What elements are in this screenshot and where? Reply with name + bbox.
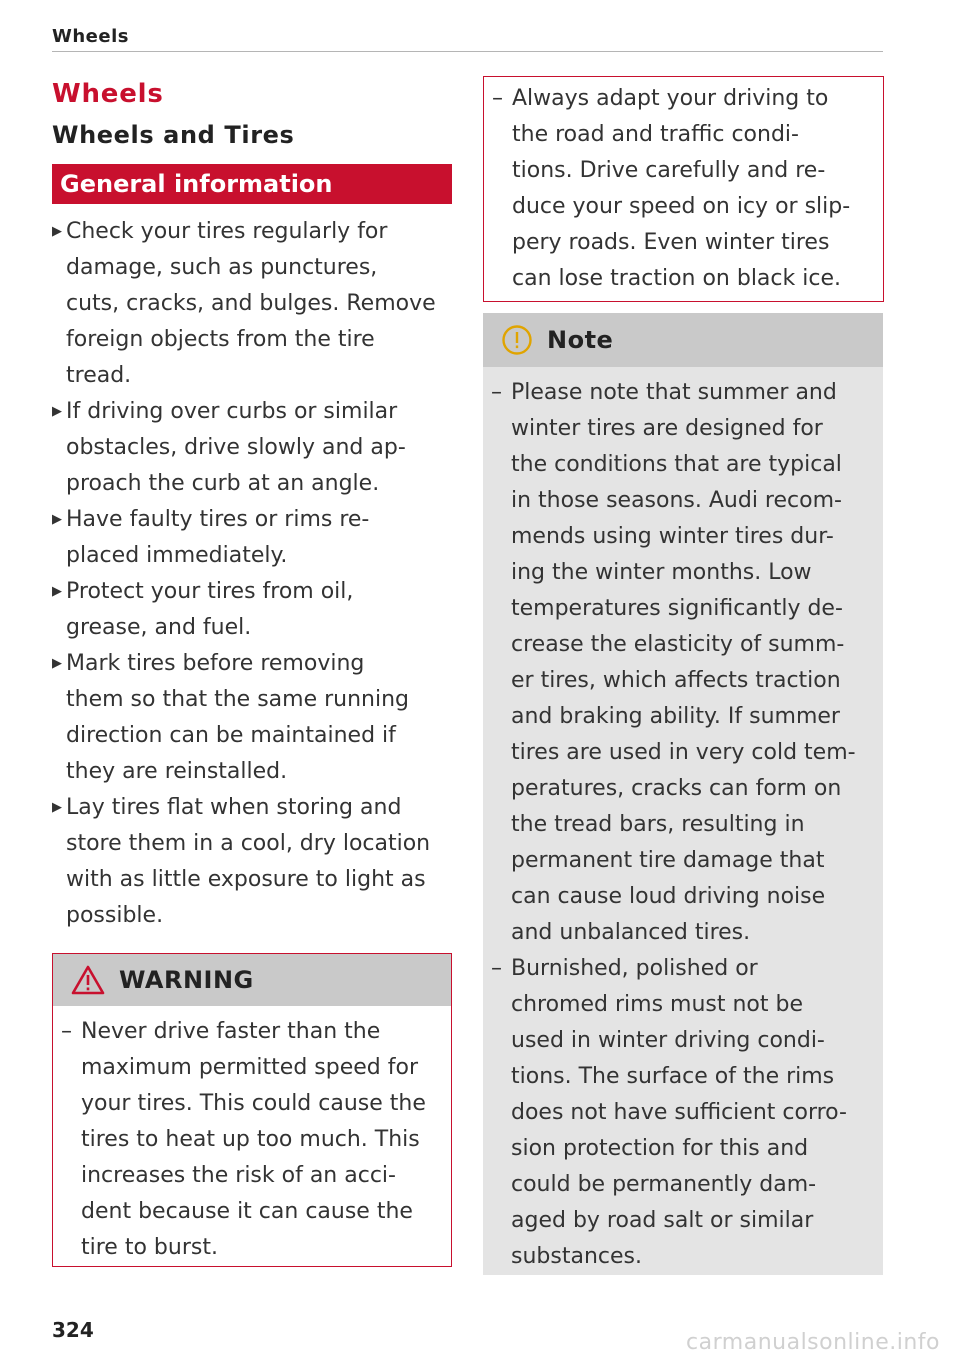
list-item (491, 375, 871, 951)
triangle-right-icon: ▶ (52, 656, 62, 671)
triangle-right-icon: ▶ (52, 404, 62, 419)
text-line: mends using winter tires dur- (511, 524, 834, 549)
warning-triangle-icon (71, 965, 105, 995)
text-line: winter tires are designed for (511, 416, 823, 441)
text-line: sion protection for this and (511, 1136, 809, 1161)
text-line: tire to burst. (81, 1235, 218, 1260)
text-line: Lay tires flat when storing and (66, 795, 402, 820)
text-line: substances. (511, 1244, 642, 1269)
dash-marker: – (491, 380, 502, 405)
text-line: and braking ability. If summer (511, 704, 840, 729)
text-line: proach the curb at an angle. (66, 471, 380, 496)
warning-continued-list (484, 77, 883, 303)
list-item (61, 1014, 439, 1266)
text-line: permanent tire damage that (511, 848, 825, 873)
note-box (483, 313, 883, 1275)
text-line: the tread bars, resulting in (511, 812, 805, 837)
note-header (483, 313, 883, 367)
text-line: ing the winter months. Low (511, 560, 812, 585)
note-title: Note (547, 326, 614, 354)
text-line: cuts, cracks, and bulges. Remove (66, 291, 436, 316)
warning-header (53, 954, 451, 1006)
text-line: If driving over curbs or similar (66, 399, 398, 424)
text-line: peratures, cracks can form on (511, 776, 842, 801)
text-line: with as little exposure to light as (66, 867, 426, 892)
text-line: they are reinstalled. (66, 759, 288, 784)
instruction-list (52, 214, 452, 934)
header-divider (52, 51, 883, 52)
note-list (483, 367, 883, 1281)
text-line: in those seasons. Audi recom- (511, 488, 842, 513)
text-line: Check your tires regularly for (66, 219, 388, 244)
text-line: placed immediately. (66, 543, 288, 568)
text-line: Please note that summer and (511, 380, 837, 405)
warning-box (52, 953, 452, 1267)
triangle-right-icon: ▶ (52, 224, 62, 239)
triangle-right-icon: ▶ (52, 512, 62, 527)
warning-list (53, 1006, 451, 1272)
text-line: tread. (66, 363, 132, 388)
text-line: Have faulty tires or rims re- (66, 507, 370, 532)
text-line: could be permanently dam- (511, 1172, 817, 1197)
left-column (52, 70, 452, 934)
watermark: carmanualsonline.info (686, 1330, 940, 1355)
dash-marker: – (492, 86, 503, 111)
text-line: your tires. This could cause the (81, 1091, 426, 1116)
list-item (52, 214, 452, 394)
text-line: temperatures significantly de- (511, 596, 843, 621)
list-item (492, 81, 871, 297)
exclamation-circle-icon (501, 324, 533, 356)
list-item (52, 574, 452, 646)
text-line: Always adapt your driving to (512, 86, 829, 111)
text-line: increases the risk of an acci- (81, 1163, 396, 1188)
list-item (52, 646, 452, 790)
text-line: store them in a cool, dry location (66, 831, 431, 856)
text-line: used in winter driving condi- (511, 1028, 825, 1053)
text-line: tions. The surface of the rims (511, 1064, 835, 1089)
text-line: and unbalanced tires. (511, 920, 751, 945)
text-line: them so that the same running (66, 687, 410, 712)
text-line: crease the elasticity of summ- (511, 632, 845, 657)
text-line: duce your speed on icy or slip- (512, 194, 851, 219)
warning-continued-box (483, 76, 884, 302)
text-line: damage, such as punctures, (66, 255, 378, 280)
text-line: the road and traffic condi- (512, 122, 799, 147)
text-line: Burnished, polished or (511, 956, 758, 981)
text-line: obstacles, drive slowly and ap- (66, 435, 406, 460)
text-line: can cause loud driving noise (511, 884, 826, 909)
text-line: Protect your tires from oil, (66, 579, 354, 604)
list-item (52, 790, 452, 934)
text-line: chromed rims must not be (511, 992, 804, 1017)
text-line: the conditions that are typical (511, 452, 842, 477)
page-number: 324 (52, 1318, 94, 1342)
list-item (52, 502, 452, 574)
text-line: aged by road salt or similar (511, 1208, 814, 1233)
text-line: tires are used in very cold tem- (511, 740, 856, 765)
triangle-right-icon: ▶ (52, 800, 62, 815)
text-line: dent because it can cause the (81, 1199, 413, 1224)
text-line: possible. (66, 903, 164, 928)
text-line: er tires, which affects traction (511, 668, 841, 693)
text-line: foreign objects from the tire (66, 327, 375, 352)
triangle-right-icon: ▶ (52, 584, 62, 599)
text-line: Mark tires before removing (66, 651, 365, 676)
text-line: does not have sufficient corro- (511, 1100, 847, 1125)
dash-marker: – (61, 1019, 72, 1044)
list-item (491, 951, 871, 1275)
section-title: Wheels (52, 79, 164, 109)
list-item (52, 394, 452, 502)
text-line: maximum permitted speed for (81, 1055, 418, 1080)
section-subtitle: Wheels and Tires (52, 121, 295, 149)
text-line: direction can be maintained if (66, 723, 396, 748)
topic-heading: General information (52, 164, 452, 204)
text-line: can lose traction on black ice. (512, 266, 841, 291)
text-line: tions. Drive carefully and re- (512, 158, 826, 183)
running-header: Wheels (52, 26, 129, 47)
text-line: grease, and fuel. (66, 615, 252, 640)
dash-marker: – (491, 956, 502, 981)
text-line: pery roads. Even winter tires (512, 230, 830, 255)
text-line: Never drive faster than the (81, 1019, 381, 1044)
text-line: tires to heat up too much. This (81, 1127, 420, 1152)
warning-title: WARNING (119, 966, 254, 994)
